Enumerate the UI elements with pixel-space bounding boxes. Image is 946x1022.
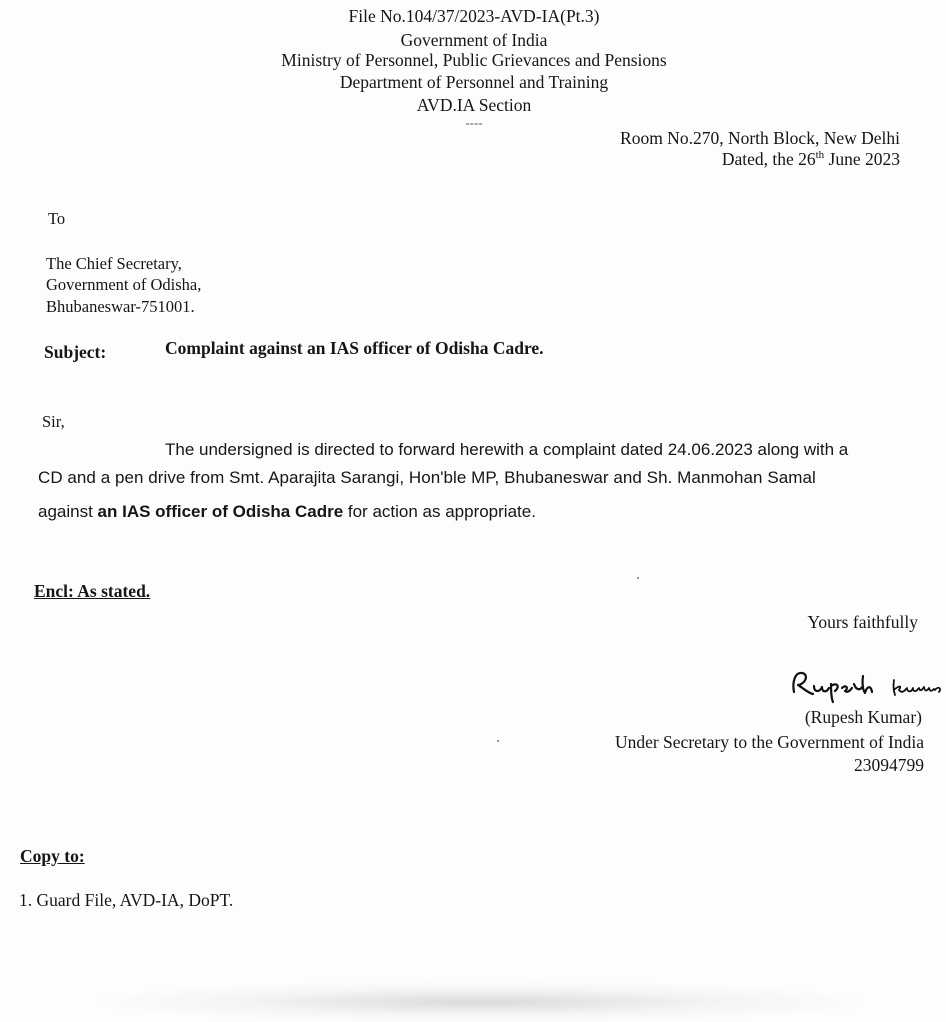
scan-speck xyxy=(497,740,499,742)
signatory-designation: Under Secretary to the Government of India xyxy=(614,732,924,752)
letter-date xyxy=(722,149,900,170)
signatory-name: (Rupesh Kumar) xyxy=(804,707,922,727)
body-line-3-emphasis: an IAS officer of Odisha Cadre xyxy=(97,502,344,521)
scan-speck xyxy=(637,577,639,579)
addressee-government: Government of Odisha, xyxy=(46,275,202,294)
date-suffix: June 2023 xyxy=(824,149,900,169)
closing-phrase: Yours faithfully xyxy=(807,612,918,632)
subject-label: Subject: xyxy=(44,342,107,362)
copy-to-item: 1. Guard File, AVD-IA, DoPT. xyxy=(19,890,234,910)
body-line-3-prefix: against xyxy=(38,502,98,521)
header-separator: ---- xyxy=(465,115,483,130)
date-ordinal-suffix: th xyxy=(815,149,825,162)
subject-text: Complaint against an IAS officer of Odisha Cadre. xyxy=(165,338,544,358)
file-number: File No.104/37/2023-AVD-IA(Pt.3) xyxy=(348,6,600,26)
department-heading: Department of Personnel and Training xyxy=(339,72,609,92)
copy-to-label: Copy to: xyxy=(20,846,85,866)
enclosure-note: Encl: As stated. xyxy=(34,581,151,601)
addressee-title: The Chief Secretary, xyxy=(46,254,182,273)
handwritten-signature xyxy=(786,664,944,704)
body-line-3 xyxy=(38,502,536,522)
scan-shadow xyxy=(100,982,860,1022)
office-address: Room No.270, North Block, New Delhi xyxy=(620,128,900,148)
section-heading: AVD.IA Section xyxy=(416,95,532,115)
signatory-phone: 23094799 xyxy=(854,755,924,775)
body-line-2: CD and a pen drive from Smt. Aparajita Sarangi, Hon'ble MP, Bhubaneswar and Sh. Manmohan Samal xyxy=(38,468,816,487)
body-line-3-suffix: for action as appropriate. xyxy=(343,502,536,521)
body-line-1: The undersigned is directed to forward herewith a complaint dated 24.06.2023 along with a xyxy=(165,440,849,459)
addressee-city: Bhubaneswar-751001. xyxy=(46,297,195,316)
ministry-heading: Ministry of Personnel, Public Grievances and Pensions xyxy=(281,50,667,70)
salutation: Sir, xyxy=(42,412,65,431)
government-heading: Government of India xyxy=(400,30,548,50)
to-label: To xyxy=(48,209,66,228)
date-prefix: Dated, the 26 xyxy=(721,149,816,169)
